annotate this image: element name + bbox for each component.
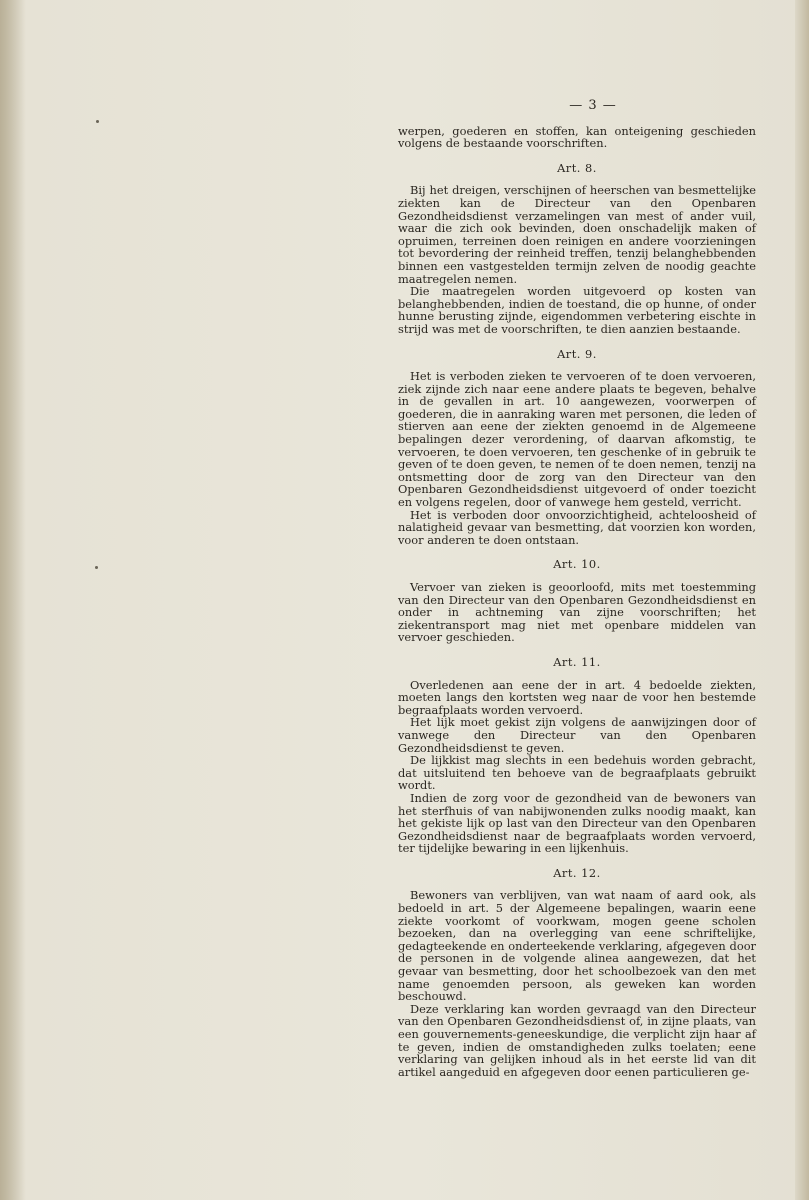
article-heading: Art. 9.: [557, 346, 597, 361]
article-heading: Art. 12.: [553, 865, 601, 880]
text-column: [398, 100, 756, 1078]
article-heading: Art. 8.: [557, 160, 597, 175]
paragraph: Deze verklaring kan worden gevraagd van den Directeur van den Openbaren Gezondheidsdienst of, in zijne plaats, van een gouvernements-geneeskundige, die verplicht zijn haar af te geven, indien de omstandigheden zulks toelaten; eene verklaring van gelijken inhoud als in het eerste lid van dit artikel aangeduid en afgegeven door eenen particulieren ge-: [398, 1001, 756, 1079]
paragraph: Het is verboden door onvoorzichtigheid, achteloosheid of nalatigheid gevaar van besmetting, dat voorzien kon worden, voor anderen te doen ontstaan.: [398, 507, 756, 547]
article-heading: Art. 10.: [553, 557, 601, 572]
page-edge: [795, 0, 809, 1200]
article-heading: Art. 11.: [553, 654, 601, 669]
page-gutter-shadow: [0, 0, 26, 1200]
paragraph: Indien de zorg voor de gezondheid van de bewoners van het sterfhuis of van nabijwonenden zulks noodig maakt, kan het gekiste lijk op last van den Directeur van den Openbaren Gezondheidsdienst naar de begraafplaats worden vervoerd, ter tijdelijke bewaring in een lijkenhuis.: [398, 790, 756, 856]
paragraph: Bewoners van verblijven, van wat naam of aard ook, als bedoeld in art. 5 der Algemeene bepalingen, waarin eene ziekte voorkomt of voorkwam, mogen geene scholen bezoeken, dan na overlegging van eene schriftelijke, gedagteekende en onderteekende verklaring, afgegeven door de personen in de volgende alinea aangewezen, dat het gevaar van besmetting, door het schoolbezoek van den met name genoemden persoon, als geweken kan worden beschouwd.: [398, 888, 756, 1004]
paper-speck: [95, 566, 98, 569]
paragraph: Bij het dreigen, verschijnen of heerschen van besmettelijke ziekten kan de Directeur van den Openbaren Gezondheidsdienst verzamelingen van mest of ander vuil, waar die zich ook bevinden, doen onschadelijk maken of opruimen, terreinen doen reinigen en andere voorzieningen tot bevordering der reinheid treffen, tenzij belanghebbenden binnen een vastgestelden termijn zelven de noodig geachte maatregelen nemen.: [398, 183, 756, 286]
paper-speck: [96, 120, 99, 123]
paragraph: Overledenen aan eene der in art. 4 bedoelde ziekten, moeten langs den kortsten weg naar de voor hen bestemde begraafplaats worden vervoerd.: [398, 677, 756, 717]
paragraph: Het lijk moet gekist zijn volgens de aanwijzingen door of vanwege den Directeur van den Openbaren Gezondheidsdienst te geven.: [398, 715, 756, 755]
paragraph: Het is verboden zieken te vervoeren of te doen vervoeren, ziek zijnde zich naar eene andere plaats te begeven, behalve in de gevallen in art. 10 aangewezen, voorwerpen of goederen, die in aanraking waren met personen, die leden of stierven aan eene der ziekten genoemd in de Algemeene bepalingen dezer verordening, of daarvan afkomstig, te vervoeren, te doen vervoeren, ten geschenke of in gebruik te geven of te doen geven, te nemen of te doen nemen, tenzij na ontsmetting door de zorg van den Directeur van den Openbaren Gezondheidsdienst uitgevoerd of onder toezicht en volgens regelen, door of vanwege hem gesteld, verricht.: [398, 369, 756, 510]
page-number: — 3 —: [569, 98, 617, 113]
paragraph: Die maatregelen worden uitgevoerd op kosten van belanghebbenden, indien de toestand, die op hunne, of onder hunne berusting zijnde, eigendommen verbetering eischte in strijd was met de voorschriften, te dien aanzien bestaande.: [398, 284, 756, 336]
article-body: [398, 125, 756, 1079]
paragraph: De lijkkist mag slechts in een bedehuis worden gebracht, dat uitsluitend ten behoeve van de begraafplaats gebruikt wordt.: [398, 753, 756, 793]
paragraph: werpen, goederen en stoffen, kan onteigening geschieden volgens de bestaande voorschriften.: [398, 123, 756, 151]
paragraph: Vervoer van zieken is geoorloofd, mits met toestemming van den Directeur van den Openbaren Gezondheidsdienst en onder in achtneming van zijne voorschriften; het ziekentransport mag niet met openbare middelen van vervoer geschieden.: [398, 580, 756, 645]
